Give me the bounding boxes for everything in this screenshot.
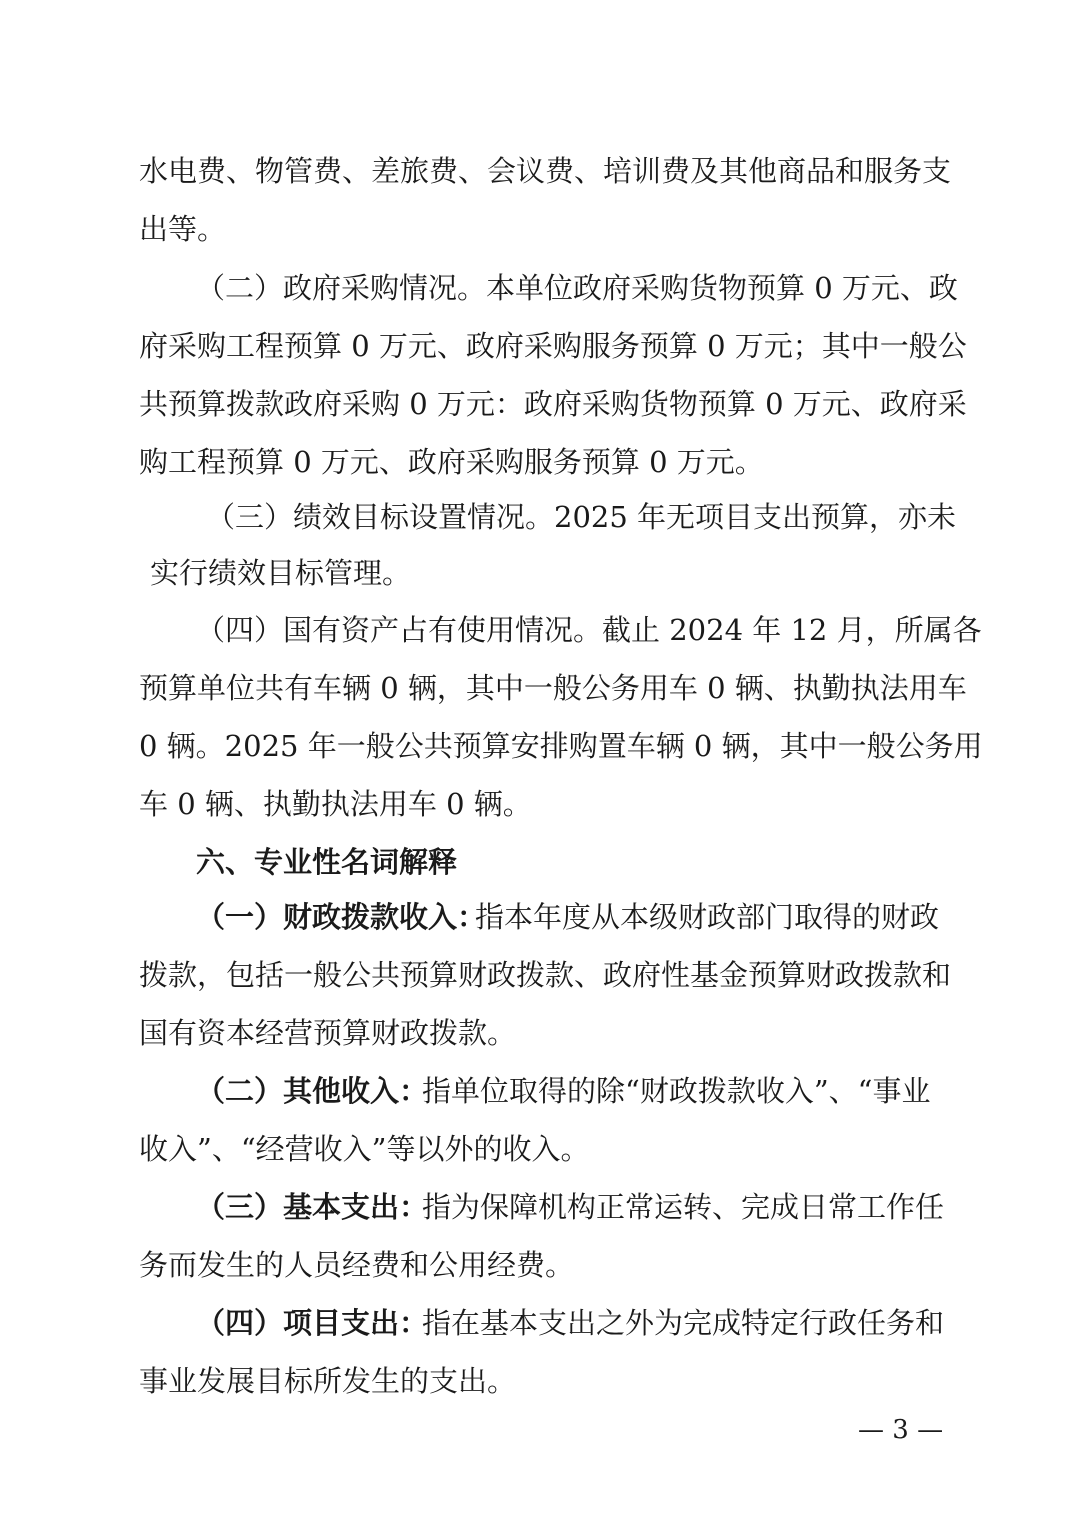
line-text: 实行绩效目标管理。	[150, 556, 412, 590]
line-text: 府采购工程预算 0 万元、政府采购服务预算 0 万元；其中一般公	[139, 329, 967, 363]
line-text: 预算单位共有车辆 0 辆，其中一般公务用车 0 辆、执勤执法用车	[139, 671, 967, 705]
definition-text: 指为保障机构正常运转、完成日常工作任	[422, 1190, 945, 1224]
line-text: 购工程预算 0 万元、政府采购服务预算 0 万元。	[139, 445, 764, 479]
definition-line	[0, 1179, 1074, 1235]
line-text: 事业发展目标所发生的支出。	[139, 1364, 517, 1398]
line-text: （四）国有资产占有使用情况。截止 2024 年 12 月，所属各	[196, 613, 982, 647]
page-number: — 3 —	[858, 1415, 944, 1445]
term-label: （四）项目支出：	[196, 1306, 429, 1340]
line-text: 拨款，包括一般公共预算财政拨款、政府性基金预算财政拨款和	[139, 958, 952, 992]
definition-line	[0, 889, 1074, 945]
body-line	[0, 602, 1074, 658]
body-line	[0, 947, 1074, 1003]
line-text: 出等。	[139, 212, 227, 246]
line-text: 国有资本经营预算财政拨款。	[139, 1016, 517, 1050]
definition-text: 指单位取得的除“财政拨款收入”、“事业	[422, 1074, 931, 1108]
body-line	[0, 776, 1074, 832]
line-text: 务而发生的人员经费和公用经费。	[139, 1248, 575, 1282]
definition-text: 指在基本支出之外为完成特定行政任务和	[422, 1306, 945, 1340]
body-line	[0, 1353, 1074, 1409]
line-text: （三）绩效目标设置情况。2025 年无项目支出预算，亦未	[206, 500, 957, 534]
body-line	[0, 318, 1074, 374]
body-line	[0, 143, 1074, 199]
body-line	[0, 1005, 1074, 1061]
line-text: 水电费、物管费、差旅费、会议费、培训费及其他商品和服务支	[139, 154, 952, 188]
line-text: （二）政府采购情况。本单位政府采购货物预算 0 万元、政	[196, 271, 958, 305]
body-line	[0, 489, 1074, 545]
definition-line	[0, 1295, 1074, 1351]
section-heading-text: 六、专业性名词解释	[196, 845, 458, 879]
definition-text: 指本年度从本级财政部门取得的财政	[475, 900, 940, 934]
term-label: （一）财政拨款收入：	[196, 900, 487, 934]
body-line	[0, 201, 1074, 257]
body-line	[0, 434, 1074, 490]
body-line	[0, 545, 1074, 601]
line-text: 车 0 辆、执勤执法用车 0 辆。	[139, 787, 532, 821]
line-text: 共预算拨款政府采购 0 万元：政府采购货物预算 0 万元、政府采	[139, 387, 967, 421]
body-line	[0, 660, 1074, 716]
term-label: （三）基本支出：	[196, 1190, 429, 1224]
body-line	[0, 1121, 1074, 1177]
section-heading	[0, 834, 1074, 890]
definition-line	[0, 1063, 1074, 1119]
line-text: 0 辆。2025 年一般公共预算安排购置车辆 0 辆，其中一般公务用	[139, 729, 983, 763]
body-line	[0, 1237, 1074, 1293]
body-line	[0, 260, 1074, 316]
term-label: （二）其他收入：	[196, 1074, 429, 1108]
body-line	[0, 376, 1074, 432]
body-line	[0, 718, 1074, 774]
line-text: 收入”、“经营收入”等以外的收入。	[139, 1132, 590, 1166]
